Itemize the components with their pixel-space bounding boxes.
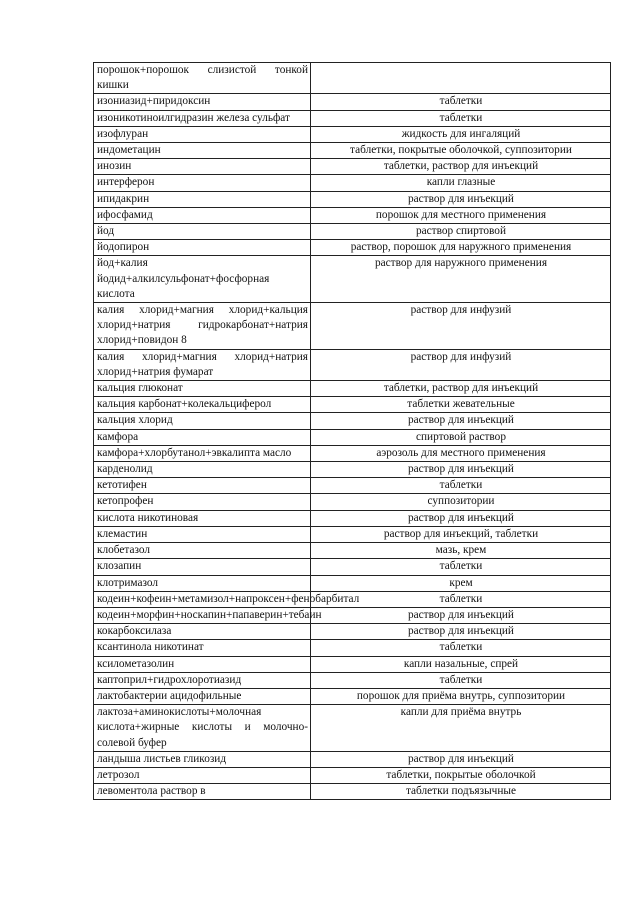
drug-name-cell: лактобактерии ацидофильные xyxy=(94,688,311,704)
table-row xyxy=(94,478,611,494)
drug-name-cell: клемастин xyxy=(94,526,311,542)
dosage-form-cell: капли для приёма внутрь xyxy=(311,705,611,752)
drug-name-cell: каптоприл+гидрохлоротиазид xyxy=(94,672,311,688)
drug-name-cell: ксилометазолин xyxy=(94,656,311,672)
table-row xyxy=(94,591,611,607)
drug-name-cell: йод+калия йодид+алкилсульфонат+фосфорная кислота xyxy=(94,256,311,303)
dosage-form-cell: мазь, крем xyxy=(311,543,611,559)
drug-name-cell: клотримазол xyxy=(94,575,311,591)
dosage-form-cell: раствор для инъекций xyxy=(311,191,611,207)
dosage-form-cell: раствор для инфузий xyxy=(311,303,611,350)
dosage-form-cell: таблетки, покрытые оболочкой xyxy=(311,767,611,783)
table-row xyxy=(94,224,611,240)
drug-name-cell: ксантинола никотинат xyxy=(94,640,311,656)
drug-name-cell: камфора xyxy=(94,429,311,445)
dosage-form-cell: раствор для инъекций xyxy=(311,751,611,767)
dosage-form-cell: суппозитории xyxy=(311,494,611,510)
table-row xyxy=(94,672,611,688)
dosage-form-cell: таблетки, раствор для инъекций xyxy=(311,159,611,175)
drug-name-cell: ландыша листьев гликозид xyxy=(94,751,311,767)
dosage-form-cell: капли глазные xyxy=(311,175,611,191)
drug-name-cell: ифосфамид xyxy=(94,207,311,223)
dosage-form-cell: раствор для инъекций, таблетки xyxy=(311,526,611,542)
table-row xyxy=(94,575,611,591)
drug-name-cell: карденолид xyxy=(94,462,311,478)
dosage-form-cell xyxy=(311,63,611,94)
table-row xyxy=(94,784,611,800)
dosage-form-cell: таблетки, раствор для инъекций xyxy=(311,381,611,397)
dosage-form-cell: таблетки xyxy=(311,672,611,688)
drug-name-cell: калия хлорид+магния хлорид+кальция хлорид+натрия гидрокарбонат+натрия хлорид+повидон 8 xyxy=(94,303,311,350)
drug-name-cell: кетопрофен xyxy=(94,494,311,510)
table-body xyxy=(94,63,611,800)
dosage-form-cell: капли назальные, спрей xyxy=(311,656,611,672)
dosage-form-cell: таблетки xyxy=(311,94,611,110)
table-row xyxy=(94,175,611,191)
table-row xyxy=(94,126,611,142)
drug-name-cell: летрозол xyxy=(94,767,311,783)
drug-name-cell: кетотифен xyxy=(94,478,311,494)
table-row xyxy=(94,303,611,350)
dosage-form-cell: крем xyxy=(311,575,611,591)
drug-name-cell: левоментола раствор в xyxy=(94,784,311,800)
table-row xyxy=(94,624,611,640)
table-row xyxy=(94,751,611,767)
drug-name-cell: кальция хлорид xyxy=(94,413,311,429)
table-row xyxy=(94,510,611,526)
table-row xyxy=(94,63,611,94)
drug-name-cell: кодеин+кофеин+метамизол+напроксен+фенобарбитал xyxy=(94,591,311,607)
table-row xyxy=(94,494,611,510)
drug-name-cell: индометацин xyxy=(94,143,311,159)
table-row xyxy=(94,207,611,223)
table-row xyxy=(94,543,611,559)
table-row xyxy=(94,397,611,413)
dosage-form-cell: порошок для местного применения xyxy=(311,207,611,223)
table-row xyxy=(94,349,611,380)
dosage-form-cell: таблетки xyxy=(311,110,611,126)
dosage-form-cell: раствор спиртовой xyxy=(311,224,611,240)
dosage-form-cell: раствор для инъекций xyxy=(311,462,611,478)
drug-name-cell: кислота никотиновая xyxy=(94,510,311,526)
drug-name-cell: ипидакрин xyxy=(94,191,311,207)
drug-name-cell: калия хлорид+магния хлорид+натрия хлорид+натрия фумарат xyxy=(94,349,311,380)
table-row xyxy=(94,767,611,783)
table-row xyxy=(94,94,611,110)
drug-name-cell: клозапин xyxy=(94,559,311,575)
drug-name-cell: камфора+хлорбутанол+эвкалипта масло xyxy=(94,445,311,461)
table-row xyxy=(94,381,611,397)
dosage-form-cell: раствор для инъекций xyxy=(311,607,611,623)
table-row xyxy=(94,705,611,752)
drug-name-cell: изофлуран xyxy=(94,126,311,142)
drug-name-cell: йодопирон xyxy=(94,240,311,256)
drug-name-cell: кодеин+морфин+носкапин+папаверин+тебаин xyxy=(94,607,311,623)
dosage-form-cell: таблетки xyxy=(311,640,611,656)
dosage-form-cell: спиртовой раствор xyxy=(311,429,611,445)
drug-name-cell: клобетазол xyxy=(94,543,311,559)
dosage-form-cell: раствор для инъекций xyxy=(311,413,611,429)
dosage-form-cell: раствор для наружного применения xyxy=(311,256,611,303)
drug-name-cell: кальция карбонат+колекальциферол xyxy=(94,397,311,413)
drug-name-cell: порошок+порошок слизистой тонкой кишки xyxy=(94,63,311,94)
dosage-form-cell: раствор, порошок для наружного применения xyxy=(311,240,611,256)
table-row xyxy=(94,640,611,656)
drug-name-cell: лактоза+аминокислоты+молочная кислота+жирные кислоты и молочно-солевой буфер xyxy=(94,705,311,752)
drug-forms-table xyxy=(93,62,611,800)
dosage-form-cell: таблетки xyxy=(311,559,611,575)
drug-name-cell: йод xyxy=(94,224,311,240)
drug-name-cell: интерферон xyxy=(94,175,311,191)
table-row xyxy=(94,143,611,159)
drug-name-cell: инозин xyxy=(94,159,311,175)
table-row xyxy=(94,191,611,207)
table-row xyxy=(94,656,611,672)
table-row xyxy=(94,688,611,704)
table-row xyxy=(94,413,611,429)
dosage-form-cell: жидкость для ингаляций xyxy=(311,126,611,142)
dosage-form-cell: таблетки жевательные xyxy=(311,397,611,413)
table-row xyxy=(94,240,611,256)
dosage-form-cell: раствор для инфузий xyxy=(311,349,611,380)
dosage-form-cell: раствор для инъекций xyxy=(311,510,611,526)
table-row xyxy=(94,256,611,303)
dosage-form-cell: таблетки, покрытые оболочкой, суппозитории xyxy=(311,143,611,159)
drug-name-cell: изониазид+пиридоксин xyxy=(94,94,311,110)
table-row xyxy=(94,159,611,175)
table-row xyxy=(94,445,611,461)
drug-name-cell: кальция глюконат xyxy=(94,381,311,397)
dosage-form-cell: аэрозоль для местного применения xyxy=(311,445,611,461)
drug-name-cell: кокарбоксилаза xyxy=(94,624,311,640)
table-row xyxy=(94,110,611,126)
dosage-form-cell: таблетки xyxy=(311,591,611,607)
dosage-form-cell: порошок для приёма внутрь, суппозитории xyxy=(311,688,611,704)
table-row xyxy=(94,607,611,623)
table-row xyxy=(94,559,611,575)
dosage-form-cell: таблетки xyxy=(311,478,611,494)
table-row xyxy=(94,429,611,445)
dosage-form-cell: раствор для инъекций xyxy=(311,624,611,640)
dosage-form-cell: таблетки подъязычные xyxy=(311,784,611,800)
document-page xyxy=(93,62,610,800)
drug-name-cell: изоникотиноилгидразин железа сульфат xyxy=(94,110,311,126)
table-row xyxy=(94,526,611,542)
table-row xyxy=(94,462,611,478)
